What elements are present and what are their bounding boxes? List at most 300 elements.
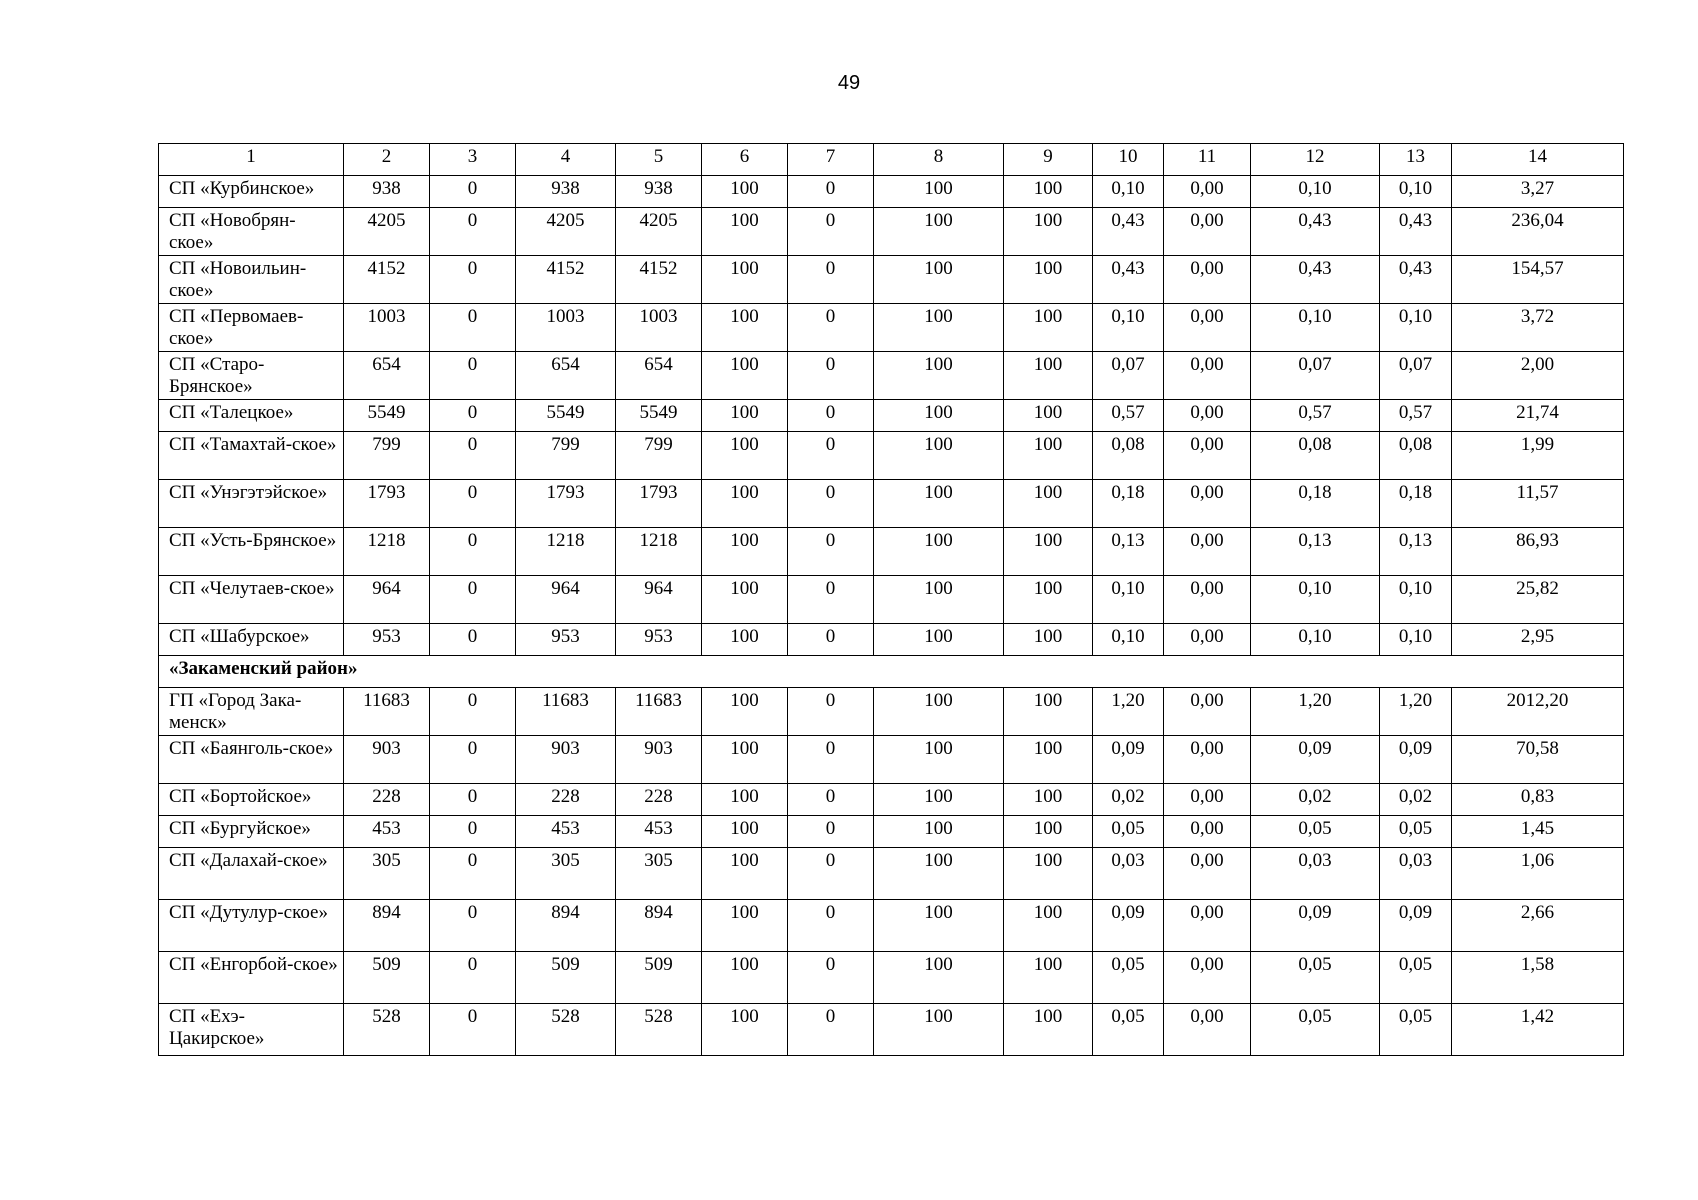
table-cell: 0 [788,576,874,624]
table-cell: 305 [344,848,430,900]
table-cell: 0 [788,784,874,816]
table-cell: 0,00 [1164,624,1251,656]
table-cell: 0,05 [1251,952,1380,1004]
table-cell: 0,00 [1164,480,1251,528]
table-cell: 0 [430,900,516,952]
table-cell: 0,05 [1093,952,1164,1004]
table-cell: 100 [702,208,788,256]
table-cell: 0,09 [1093,900,1164,952]
header-cell: 10 [1093,144,1164,176]
table-row [159,848,1624,900]
table-cell: 0,13 [1251,528,1380,576]
table-cell: 100 [874,352,1004,400]
table-cell: 0 [430,1004,516,1056]
page-number: 49 [837,72,861,94]
table-cell: 0 [430,784,516,816]
table-cell: 5549 [516,400,616,432]
table-cell: 0,10 [1380,176,1452,208]
settlement-name: ГП «Город Зака-менск» [159,688,344,736]
table-cell: 654 [516,352,616,400]
header-cell: 12 [1251,144,1380,176]
table-cell: 100 [1004,952,1093,1004]
table-cell: 0,02 [1093,784,1164,816]
table-cell: 903 [344,736,430,784]
table-cell: 0 [430,352,516,400]
table-cell: 1,58 [1452,952,1624,1004]
table-cell: 100 [1004,736,1093,784]
table-cell: 1,20 [1093,688,1164,736]
table-cell: 2,95 [1452,624,1624,656]
settlement-name: СП «Челутаев-ское» [159,576,344,624]
table-cell: 1,20 [1251,688,1380,736]
table-cell: 903 [616,736,702,784]
table-cell: 2012,20 [1452,688,1624,736]
table-cell: 0,13 [1380,528,1452,576]
table-cell: 894 [616,900,702,952]
table-cell: 453 [616,816,702,848]
table-cell: 100 [874,816,1004,848]
table-cell: 1003 [516,304,616,352]
table-cell: 0,08 [1380,432,1452,480]
table-cell: 0,00 [1164,1004,1251,1056]
table-row [159,624,1624,656]
table-cell: 453 [344,816,430,848]
table-cell: 100 [702,848,788,900]
settlement-name: СП «Усть-Брянское» [159,528,344,576]
table-cell: 938 [516,176,616,208]
table-cell: 938 [344,176,430,208]
table-cell: 0 [788,952,874,1004]
table-cell: 654 [344,352,430,400]
table-cell: 100 [1004,688,1093,736]
table-cell: 0,00 [1164,688,1251,736]
table-cell: 100 [1004,576,1093,624]
table-cell: 0,10 [1251,624,1380,656]
table-cell: 100 [1004,432,1093,480]
table-cell: 0,00 [1164,352,1251,400]
table-cell: 100 [874,952,1004,1004]
table-cell: 1793 [344,480,430,528]
table-cell: 0 [788,304,874,352]
table-cell: 2,00 [1452,352,1624,400]
table-cell: 0,00 [1164,736,1251,784]
table-cell: 0,00 [1164,784,1251,816]
table-cell: 0,09 [1093,736,1164,784]
table-cell: 1,42 [1452,1004,1624,1056]
table-cell: 509 [616,952,702,1004]
table-cell: 894 [516,900,616,952]
table-cell: 0 [430,432,516,480]
table-cell: 938 [616,176,702,208]
table-row [159,176,1624,208]
table-cell: 0,03 [1093,848,1164,900]
table-cell: 0,00 [1164,400,1251,432]
table-cell: 903 [516,736,616,784]
settlement-name: СП «Новоильин-ское» [159,256,344,304]
table-cell: 0,10 [1251,576,1380,624]
table-cell: 528 [616,1004,702,1056]
table-cell: 236,04 [1452,208,1624,256]
table-cell: 0,10 [1093,304,1164,352]
table-cell: 0,00 [1164,952,1251,1004]
table-cell: 100 [1004,400,1093,432]
table-cell: 0 [788,848,874,900]
table-cell: 0,07 [1093,352,1164,400]
table-cell: 0,10 [1380,576,1452,624]
table-cell: 654 [616,352,702,400]
table-cell: 0 [430,848,516,900]
header-cell: 13 [1380,144,1452,176]
table-cell: 100 [702,304,788,352]
table-cell: 100 [1004,528,1093,576]
table-cell: 1003 [344,304,430,352]
table-cell: 154,57 [1452,256,1624,304]
table-cell: 964 [344,576,430,624]
header-cell: 4 [516,144,616,176]
table-cell: 0 [430,624,516,656]
settlement-name: СП «Ехэ-Цакирское» [159,1004,344,1056]
table-cell: 100 [874,528,1004,576]
table-cell: 0,83 [1452,784,1624,816]
table-row [159,304,1624,352]
table-cell: 100 [874,624,1004,656]
settlement-name: СП «Тамахтай-ское» [159,432,344,480]
table-cell: 0,43 [1093,208,1164,256]
table-cell: 0,00 [1164,528,1251,576]
table-cell: 100 [702,1004,788,1056]
table-cell: 4152 [516,256,616,304]
table-cell: 799 [616,432,702,480]
table-cell: 0,10 [1251,176,1380,208]
table-cell: 0 [430,256,516,304]
table-cell: 0,00 [1164,432,1251,480]
table-cell: 0,05 [1380,952,1452,1004]
table-cell: 0,10 [1380,304,1452,352]
table-row [159,688,1624,736]
table-cell: 0,00 [1164,848,1251,900]
table-cell: 100 [702,352,788,400]
table-cell: 0,09 [1380,900,1452,952]
table-cell: 100 [1004,256,1093,304]
header-cell: 2 [344,144,430,176]
table-cell: 0,10 [1380,624,1452,656]
table-cell: 100 [1004,480,1093,528]
table-cell: 0,18 [1251,480,1380,528]
table-cell: 0,10 [1093,176,1164,208]
table-cell: 0 [788,400,874,432]
table-cell: 0 [430,400,516,432]
table-cell: 0 [788,816,874,848]
table-cell: 100 [702,400,788,432]
header-cell: 3 [430,144,516,176]
table-cell: 100 [1004,304,1093,352]
header-cell: 6 [702,144,788,176]
table-cell: 0 [430,208,516,256]
table-cell: 0 [788,480,874,528]
header-row [159,144,1624,176]
table-cell: 0 [430,176,516,208]
table-cell: 0,43 [1380,208,1452,256]
table-cell: 0 [788,528,874,576]
table-cell: 100 [1004,900,1093,952]
table-row [159,952,1624,1004]
table-cell: 100 [874,432,1004,480]
table-cell: 0,05 [1093,1004,1164,1056]
table-cell: 0,05 [1380,1004,1452,1056]
table-cell: 0,02 [1251,784,1380,816]
table-row [159,480,1624,528]
table-cell: 0,05 [1093,816,1164,848]
table-cell: 305 [616,848,702,900]
table-cell: 70,58 [1452,736,1624,784]
table-cell: 0,18 [1093,480,1164,528]
table-body [159,144,1624,1056]
table-cell: 11683 [616,688,702,736]
table-cell: 100 [1004,1004,1093,1056]
settlement-name: СП «Старо-Брянское» [159,352,344,400]
table-cell: 305 [516,848,616,900]
table-cell: 1793 [516,480,616,528]
table-cell: 0,08 [1093,432,1164,480]
table-cell: 21,74 [1452,400,1624,432]
table-cell: 5549 [344,400,430,432]
settlement-name: СП «Курбинское» [159,176,344,208]
table-cell: 4205 [344,208,430,256]
table-cell: 1,45 [1452,816,1624,848]
table-row [159,784,1624,816]
table-cell: 3,72 [1452,304,1624,352]
table-cell: 0,00 [1164,576,1251,624]
table-cell: 0,09 [1380,736,1452,784]
settlement-name: СП «Далахай-ское» [159,848,344,900]
table-cell: 0 [430,576,516,624]
table-cell: 0 [430,816,516,848]
table-cell: 100 [1004,208,1093,256]
table-cell: 0 [788,1004,874,1056]
table-cell: 100 [874,900,1004,952]
table-cell: 100 [874,176,1004,208]
settlement-name: СП «Шабурское» [159,624,344,656]
header-cell: 1 [159,144,344,176]
table-cell: 100 [874,688,1004,736]
table-cell: 0,43 [1251,256,1380,304]
table-cell: 0,13 [1093,528,1164,576]
table-cell: 1,06 [1452,848,1624,900]
table-cell: 1218 [344,528,430,576]
table-cell: 100 [702,900,788,952]
table-cell: 100 [702,256,788,304]
table-cell: 100 [874,784,1004,816]
table-cell: 0,08 [1251,432,1380,480]
table-cell: 25,82 [1452,576,1624,624]
table-cell: 11683 [344,688,430,736]
header-cell: 14 [1452,144,1624,176]
table-cell: 894 [344,900,430,952]
table-cell: 1218 [616,528,702,576]
header-cell: 9 [1004,144,1093,176]
table-cell: 0 [430,480,516,528]
table-cell: 100 [702,528,788,576]
table-cell: 0,07 [1380,352,1452,400]
table-cell: 100 [702,432,788,480]
table-cell: 1,99 [1452,432,1624,480]
table-cell: 1003 [616,304,702,352]
table-cell: 100 [702,688,788,736]
table-cell: 0,10 [1093,576,1164,624]
table-cell: 100 [702,480,788,528]
table-cell: 228 [516,784,616,816]
table-cell: 0 [430,952,516,1004]
table-row [159,900,1624,952]
table-cell: 100 [702,952,788,1004]
table-cell: 100 [874,576,1004,624]
table-row [159,256,1624,304]
table-row [159,736,1624,784]
table-cell: 11,57 [1452,480,1624,528]
table-cell: 0 [788,352,874,400]
table-cell: 964 [516,576,616,624]
table-cell: 100 [1004,784,1093,816]
table-cell: 0,00 [1164,304,1251,352]
table-cell: 5549 [616,400,702,432]
table-cell: 953 [516,624,616,656]
table-cell: 100 [1004,816,1093,848]
table-row [159,400,1624,432]
table-cell: 0 [788,432,874,480]
table-cell: 0,57 [1380,400,1452,432]
table-row [159,352,1624,400]
data-table [158,143,1624,1056]
table-cell: 2,66 [1452,900,1624,952]
table-cell: 100 [874,480,1004,528]
section-title: «Закаменский район» [159,656,1624,688]
table-cell: 0 [788,256,874,304]
settlement-name: СП «Баянголь-ское» [159,736,344,784]
table-cell: 4152 [344,256,430,304]
table-cell: 11683 [516,688,616,736]
table-cell: 228 [616,784,702,816]
table-cell: 0 [788,736,874,784]
table-cell: 799 [516,432,616,480]
table-cell: 0,57 [1093,400,1164,432]
settlement-name: СП «Новобрян-ское» [159,208,344,256]
table-cell: 0 [788,900,874,952]
table-cell: 3,27 [1452,176,1624,208]
settlement-name: СП «Бортойское» [159,784,344,816]
table-cell: 528 [344,1004,430,1056]
table-cell: 100 [874,736,1004,784]
table-cell: 100 [874,304,1004,352]
table-cell: 0,02 [1380,784,1452,816]
table-cell: 100 [874,256,1004,304]
settlement-name: СП «Енгорбой-ское» [159,952,344,1004]
table-cell: 100 [874,1004,1004,1056]
table-cell: 0 [430,688,516,736]
table-cell: 528 [516,1004,616,1056]
table-cell: 0,00 [1164,176,1251,208]
settlement-name: СП «Талецкое» [159,400,344,432]
table-cell: 953 [344,624,430,656]
table-cell: 100 [702,784,788,816]
settlement-name: СП «Первомаев-ское» [159,304,344,352]
table-cell: 0,00 [1164,208,1251,256]
table-cell: 100 [702,176,788,208]
table-cell: 0,00 [1164,900,1251,952]
table-cell: 0,57 [1251,400,1380,432]
table-row [159,528,1624,576]
table-cell: 4205 [516,208,616,256]
table-cell: 0,10 [1251,304,1380,352]
table-cell: 509 [344,952,430,1004]
table-cell: 4205 [616,208,702,256]
table-cell: 100 [702,736,788,784]
table-cell: 0,03 [1251,848,1380,900]
table-row [159,208,1624,256]
table-row [159,816,1624,848]
table-cell: 100 [1004,848,1093,900]
table-cell: 0,43 [1093,256,1164,304]
settlement-name: СП «Унэгэтэйское» [159,480,344,528]
table-cell: 0,00 [1164,256,1251,304]
table-cell: 100 [1004,176,1093,208]
header-cell: 11 [1164,144,1251,176]
table-row [159,1004,1624,1056]
header-cell: 8 [874,144,1004,176]
table-cell: 100 [874,208,1004,256]
table-cell: 100 [1004,352,1093,400]
table-cell: 1218 [516,528,616,576]
table-cell: 0,05 [1380,816,1452,848]
table-cell: 0,00 [1164,816,1251,848]
table-cell: 0 [430,528,516,576]
table-cell: 4152 [616,256,702,304]
header-cell: 7 [788,144,874,176]
table-cell: 100 [702,624,788,656]
table-cell: 0,43 [1380,256,1452,304]
table-cell: 100 [702,816,788,848]
table-cell: 0,43 [1251,208,1380,256]
settlement-name: СП «Дутулур-ское» [159,900,344,952]
table-cell: 1793 [616,480,702,528]
settlement-name: СП «Бургуйское» [159,816,344,848]
table-cell: 100 [874,400,1004,432]
section-row [159,656,1624,688]
table-cell: 0,03 [1380,848,1452,900]
table-cell: 509 [516,952,616,1004]
header-cell: 5 [616,144,702,176]
table-cell: 0 [430,304,516,352]
table-cell: 0 [788,688,874,736]
table-cell: 0 [788,208,874,256]
table-row [159,576,1624,624]
table-cell: 0 [430,736,516,784]
table-cell: 0,18 [1380,480,1452,528]
table-cell: 228 [344,784,430,816]
table-cell: 0,07 [1251,352,1380,400]
table-cell: 100 [1004,624,1093,656]
table-cell: 964 [616,576,702,624]
table-cell: 0,05 [1251,1004,1380,1056]
table-cell: 0 [788,624,874,656]
table-cell: 0,09 [1251,900,1380,952]
table-cell: 1,20 [1380,688,1452,736]
table-cell: 0,05 [1251,816,1380,848]
table-cell: 453 [516,816,616,848]
table-row [159,432,1624,480]
table-cell: 100 [702,576,788,624]
table-cell: 0,10 [1093,624,1164,656]
table-cell: 100 [874,848,1004,900]
